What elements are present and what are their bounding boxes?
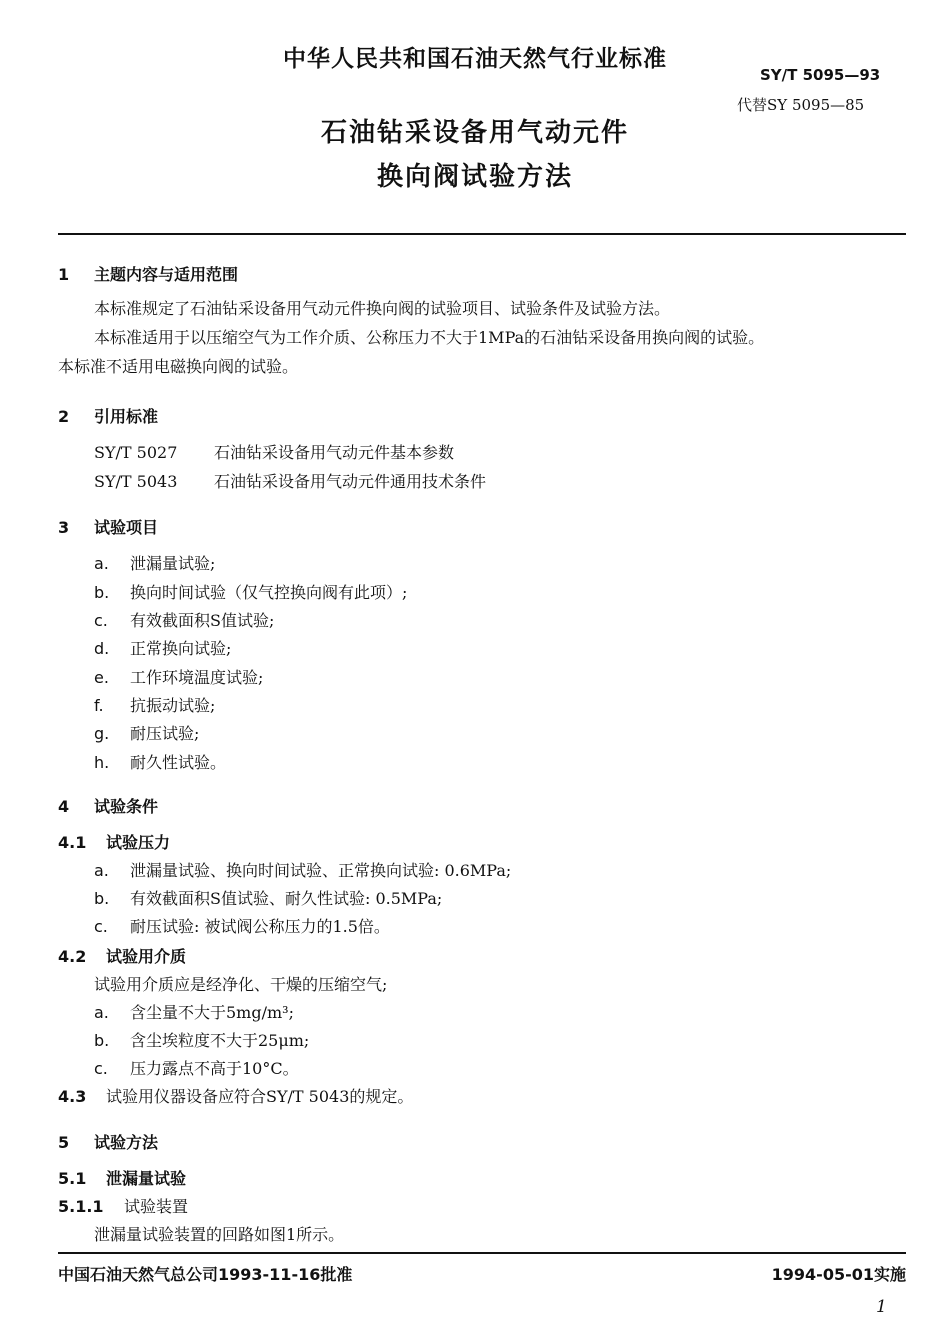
reference-item — [94, 469, 486, 492]
header-divider — [58, 233, 906, 235]
list-item — [94, 914, 390, 937]
subsection-5-1-1-text: 泄漏量试验装置的回路如图1所示。 — [94, 1225, 345, 1244]
subsection-5-1-heading — [58, 1166, 186, 1189]
footer-divider — [58, 1252, 906, 1254]
list-marker: b. — [94, 583, 110, 602]
section-title: 引用标准 — [94, 407, 159, 426]
page-number: 1 — [876, 1297, 887, 1317]
list-text: 含尘量不大于5mg/m³; — [130, 1003, 294, 1022]
list-marker: b. — [94, 1031, 110, 1050]
section-title: 主题内容与适用范围 — [94, 265, 239, 284]
subsection-4-2-intro: 试验用介质应是经净化、干燥的压缩空气; — [94, 975, 388, 994]
reference-name: 石油钻采设备用气动元件基本参数 — [214, 443, 455, 462]
list-marker: d. — [94, 639, 110, 658]
section-1-paragraph-2: 本标准适用于以压缩空气为工作介质、公称压力不大于1MPa的石油钻采设备用换向阀的试验。 — [94, 328, 765, 347]
subsection-number: 5.1.1 — [58, 1197, 104, 1216]
subsection-4-1-heading — [58, 830, 170, 853]
list-text: 抗振动试验; — [130, 696, 216, 715]
list-text: 泄漏量试验; — [130, 554, 216, 573]
subsection-number: 4.1 — [58, 833, 87, 852]
subsection-number: 4.2 — [58, 947, 87, 966]
section-1-paragraph-3: 本标准不适用电磁换向阀的试验。 — [58, 357, 299, 376]
list-item — [94, 858, 511, 881]
list-marker: e. — [94, 668, 109, 687]
list-item — [94, 551, 215, 574]
list-text: 泄漏量试验、换向时间试验、正常换向试验: 0.6MPa; — [130, 861, 512, 880]
section-3-heading — [58, 515, 158, 538]
subsection-title: 试验装置 — [124, 1197, 189, 1216]
list-marker: c. — [94, 1059, 108, 1078]
list-item — [94, 636, 231, 659]
list-item — [94, 886, 442, 909]
list-marker: c. — [94, 917, 108, 936]
standard-number: SY/T 5095—93 — [760, 66, 881, 84]
document-title-line1: 石油钻采设备用气动元件 — [320, 118, 629, 148]
list-text: 有效截面积S值试验、耐久性试验: 0.5MPa; — [130, 889, 443, 908]
subsection-4-2-heading — [58, 944, 186, 967]
replaces-standard: 代替SY 5095—85 — [737, 96, 865, 114]
list-text: 换向时间试验（仅气控换向阀有此项）; — [130, 583, 408, 602]
document-title-line2: 换向阀试验方法 — [376, 162, 573, 192]
approval-note: 中国石油天然气总公司1993-11-16批准 — [58, 1265, 353, 1284]
section-number: 1 — [58, 265, 70, 284]
section-number: 2 — [58, 407, 70, 426]
list-item — [94, 721, 199, 744]
subsection-number: 5.1 — [58, 1169, 87, 1188]
section-number: 5 — [58, 1133, 70, 1152]
list-item — [94, 665, 263, 688]
section-number: 4 — [58, 797, 70, 816]
list-marker: h. — [94, 753, 110, 772]
section-2-heading — [58, 404, 158, 427]
subsection-5-1-1-heading — [58, 1194, 188, 1217]
list-marker: b. — [94, 889, 110, 908]
list-item — [94, 1028, 309, 1051]
section-title: 试验方法 — [94, 1133, 159, 1152]
section-5-heading — [58, 1130, 158, 1153]
section-number: 3 — [58, 518, 70, 537]
list-text: 耐压试验; — [130, 724, 200, 743]
section-4-heading — [58, 794, 158, 817]
list-text: 含尘埃粒度不大于25μm; — [130, 1031, 310, 1050]
list-text: 有效截面积S值试验; — [130, 611, 275, 630]
section-1-heading — [58, 262, 238, 285]
reference-name: 石油钻采设备用气动元件通用技术条件 — [214, 472, 487, 491]
list-item — [94, 608, 274, 631]
list-text: 工作环境温度试验; — [130, 668, 264, 687]
list-item — [94, 580, 407, 603]
subsection-title: 试验用介质 — [106, 947, 187, 966]
list-text: 正常换向试验; — [130, 639, 232, 658]
list-text: 耐久性试验。 — [130, 753, 227, 772]
list-marker: c. — [94, 611, 108, 630]
section-title: 试验项目 — [94, 518, 159, 537]
list-text: 耐压试验: 被试阀公称压力的1.5倍。 — [130, 917, 390, 936]
list-marker: a. — [94, 1003, 109, 1022]
list-marker: a. — [94, 861, 109, 880]
reference-item — [94, 440, 454, 463]
list-item — [94, 1056, 299, 1079]
list-item — [94, 693, 215, 716]
section-1-paragraph-1: 本标准规定了石油钻采设备用气动元件换向阀的试验项目、试验条件及试验方法。 — [94, 299, 671, 318]
subsection-number: 4.3 — [58, 1087, 87, 1106]
subsection-4-3 — [58, 1084, 413, 1107]
reference-code: SY/T 5027 — [94, 443, 178, 462]
subsection-title: 泄漏量试验 — [106, 1169, 187, 1188]
list-item — [94, 1000, 294, 1023]
list-marker: a. — [94, 554, 109, 573]
list-text: 压力露点不高于10°C。 — [130, 1059, 299, 1078]
effective-date: 1994-05-01实施 — [771, 1265, 906, 1284]
list-marker: f. — [94, 696, 104, 715]
list-marker: g. — [94, 724, 110, 743]
list-item — [94, 750, 226, 773]
section-title: 试验条件 — [94, 797, 159, 816]
subsection-title: 试验压力 — [106, 833, 171, 852]
reference-code: SY/T 5043 — [94, 472, 178, 491]
subsection-text: 试验用仪器设备应符合SY/T 5043的规定。 — [106, 1087, 414, 1106]
issuing-authority: 中华人民共和国石油天然气行业标准 — [283, 46, 667, 72]
